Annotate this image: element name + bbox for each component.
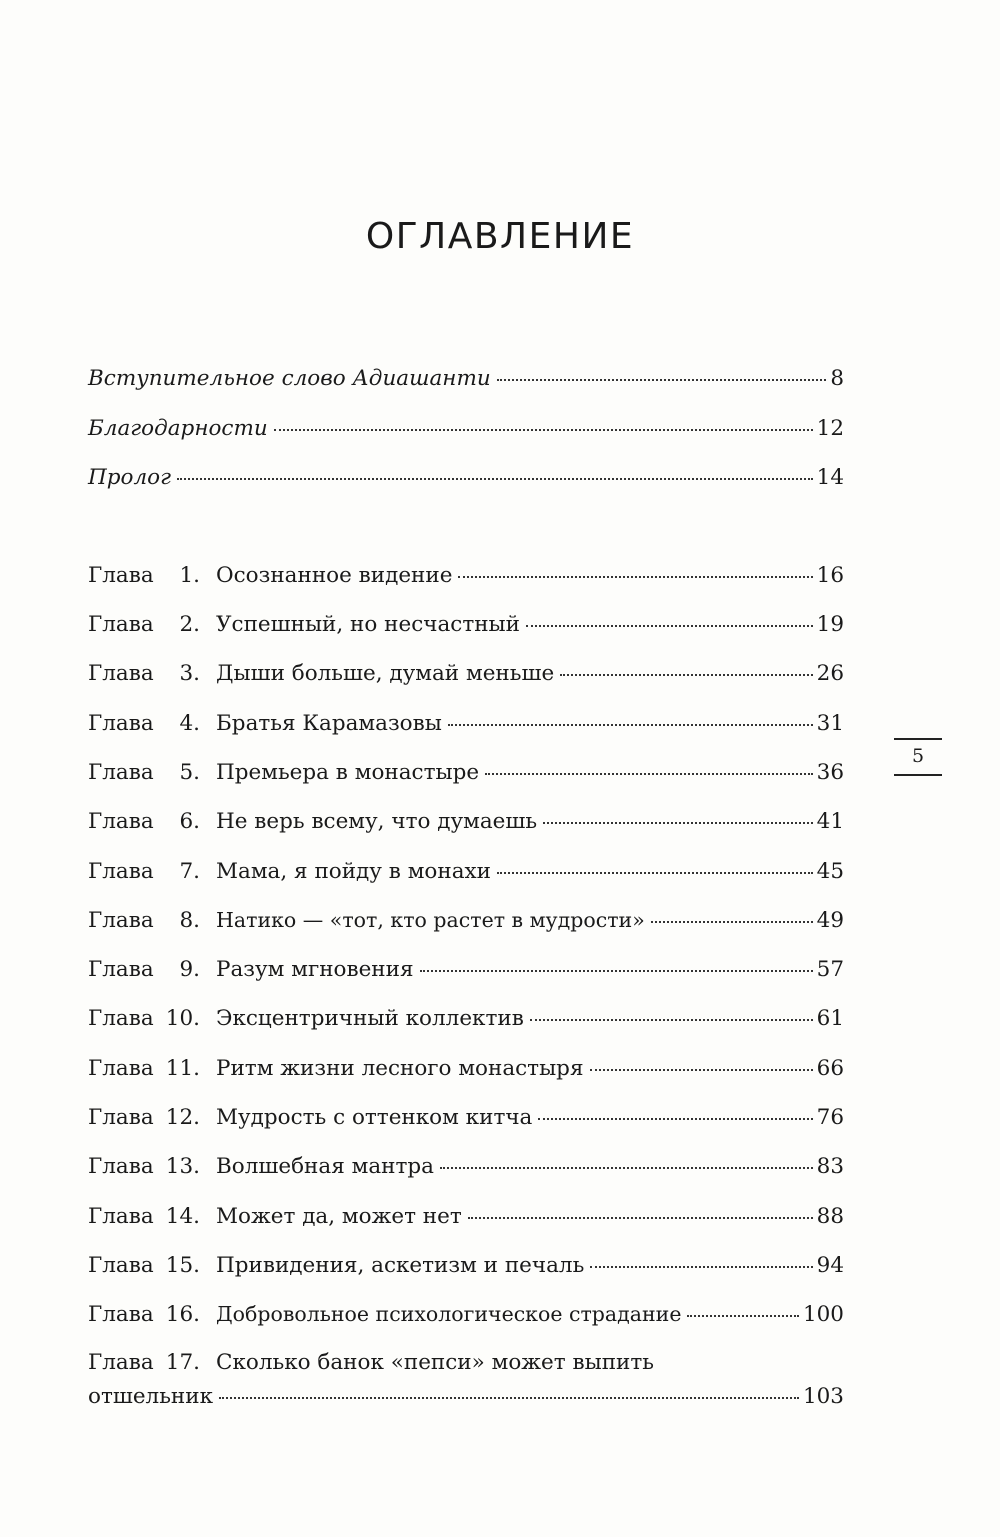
toc-page-number: 49 [816,908,844,933]
leader-dots [651,921,813,923]
chapter-number: 17. [165,1350,200,1375]
chapter-label: Глава [88,612,154,637]
toc-entry-chapter-16[interactable] [88,1302,844,1332]
toc-page-number: 41 [816,809,844,834]
leader-dots [543,822,813,824]
toc-page-number: 66 [816,1056,844,1081]
leader-dots [448,724,813,726]
toc-entry-chapter-7[interactable] [88,859,844,889]
toc-entry-title-continued: отшельник [88,1384,214,1409]
chapter-number: 4. [179,711,200,736]
toc-entry-chapter-1[interactable] [88,563,844,593]
leader-dots [538,1118,812,1120]
chapter-label: Глава [88,1350,154,1375]
toc-entry-title: Эксцентричный коллектив [216,1006,524,1031]
leader-dots [590,1069,813,1071]
toc-entry-title: Мама, я пойду в монахи [216,859,491,884]
chapter-number: 5. [179,760,200,785]
leader-dots [458,576,812,578]
toc-entry-foreword[interactable] [88,366,844,396]
toc-page-number: 8 [830,366,844,391]
toc-entry-chapter-14[interactable] [88,1204,844,1234]
chapter-label: Глава [88,1253,154,1278]
toc-entry-chapter-5[interactable] [88,760,844,790]
toc-page-number: 57 [816,957,844,982]
toc-entry-title: Успешный, но несчастный [216,612,521,637]
chapter-label: Глава [88,563,154,588]
toc-page-number: 76 [816,1105,844,1130]
toc-entry-chapter-8[interactable] [88,908,844,938]
page-number: 5 [911,745,925,767]
toc-entry-chapter-2[interactable] [88,612,844,642]
toc-entry-acknowledgements[interactable] [88,416,844,446]
chapter-number: 1. [179,563,200,588]
chapter-number: 8. [179,908,200,933]
toc-page-number: 16 [816,563,844,588]
leader-dots [219,1397,799,1399]
toc-page-number: 12 [816,416,844,441]
toc-entry-title: Может да, может нет [216,1204,462,1229]
toc-entry-title: Разум мгновения [216,957,414,982]
toc-entry-title: Вступительное слово Адиашанти [88,366,491,391]
chapter-label: Глава [88,1105,154,1130]
toc-entry-chapter-6[interactable] [88,809,844,839]
toc-page-number: 31 [816,711,844,736]
chapter-number: 9. [179,957,200,982]
leader-dots [530,1019,813,1021]
toc-entry-chapter-15[interactable] [88,1253,844,1283]
toc-entry-title: Братья Карамазовы [216,711,442,736]
leader-dots [274,429,813,431]
chapter-number: 7. [179,859,200,884]
chapter-label: Глава [88,711,154,736]
chapter-number: 14. [165,1204,200,1229]
toc-entry-chapter-17-continuation[interactable] [88,1384,844,1409]
chapter-label: Глава [88,908,154,933]
toc-entry-title: Благодарности [88,416,268,441]
chapter-label: Глава [88,1006,154,1031]
chapter-number: 16. [165,1302,200,1327]
toc-entry-title: Сколько банок «пепси» может выпить [216,1350,654,1375]
chapter-number: 6. [179,809,200,834]
toc-page-number: 14 [816,465,844,490]
toc-entry-chapter-13[interactable] [88,1154,844,1184]
leader-dots [590,1266,812,1268]
toc-entry-prologue[interactable] [88,465,844,495]
chapter-label: Глава [88,1154,154,1179]
toc-entry-title: Волшебная мантра [216,1154,434,1179]
toc-entry-title: Мудрость с оттенком китча [216,1105,533,1130]
leader-dots [485,773,813,775]
leader-dots [497,872,813,874]
chapter-label: Глава [88,1204,154,1229]
toc-entry-title: Премьера в монастыре [216,760,480,785]
leader-dots [560,674,812,676]
chapter-number: 10. [165,1006,200,1031]
leader-dots [420,970,813,972]
chapter-number: 2. [179,612,200,637]
toc-entry-title: Натико — «тот, кто растет в мудрости» [216,908,645,932]
toc-page-number: 19 [816,612,844,637]
chapter-label: Глава [88,1302,154,1327]
chapter-number: 3. [179,661,200,686]
toc-entry-chapter-17[interactable] [88,1350,844,1380]
leader-dots [468,1217,813,1219]
chapter-label: Глава [88,1056,154,1081]
toc-page-number: 94 [816,1253,844,1278]
page-title: ОГЛАВЛЕНИЕ [365,216,635,257]
chapter-number: 11. [165,1056,200,1081]
chapter-number: 15. [165,1253,200,1278]
toc-page-number: 83 [816,1154,844,1179]
toc-entry-chapter-4[interactable] [88,711,844,741]
chapter-label: Глава [88,957,154,982]
toc-page-number: 45 [816,859,844,884]
leader-dots [440,1167,813,1169]
page-number-marker [894,738,942,776]
toc-page-number: 100 [802,1302,844,1327]
leader-dots [177,478,813,480]
toc-entry-title: Не верь всему, что думаешь [216,809,538,834]
chapter-label: Глава [88,859,154,884]
leader-dots [526,625,813,627]
toc-entry-title: Пролог [88,465,171,490]
chapter-number: 12. [165,1105,200,1130]
toc-page-number: 36 [816,760,844,785]
toc-entry-title: Ритм жизни лесного монастыря [216,1056,584,1081]
toc-entry-chapter-3[interactable] [88,661,844,691]
toc-entry-chapter-12[interactable] [88,1105,844,1135]
toc-entry-chapter-11[interactable] [88,1056,844,1086]
toc-page-number: 61 [816,1006,844,1031]
leader-dots [497,379,827,381]
toc-entry-title: Привидения, аскетизм и печаль [216,1253,585,1278]
toc-page-number: 103 [802,1384,844,1409]
leader-dots [687,1315,798,1317]
toc-entry-title: Дыши больше, думай меньше [216,661,555,686]
chapter-label: Глава [88,661,154,686]
toc-entry-title: Добровольное психологическое страдание [216,1302,682,1326]
chapter-label: Глава [88,760,154,785]
toc-entry-chapter-9[interactable] [88,957,844,987]
toc-page-number: 26 [816,661,844,686]
toc-entry-title: Осознанное видение [216,563,453,588]
divider [894,774,942,776]
chapter-label: Глава [88,809,154,834]
toc-page-number: 88 [816,1204,844,1229]
toc-entry-chapter-10[interactable] [88,1006,844,1036]
chapter-number: 13. [165,1154,200,1179]
